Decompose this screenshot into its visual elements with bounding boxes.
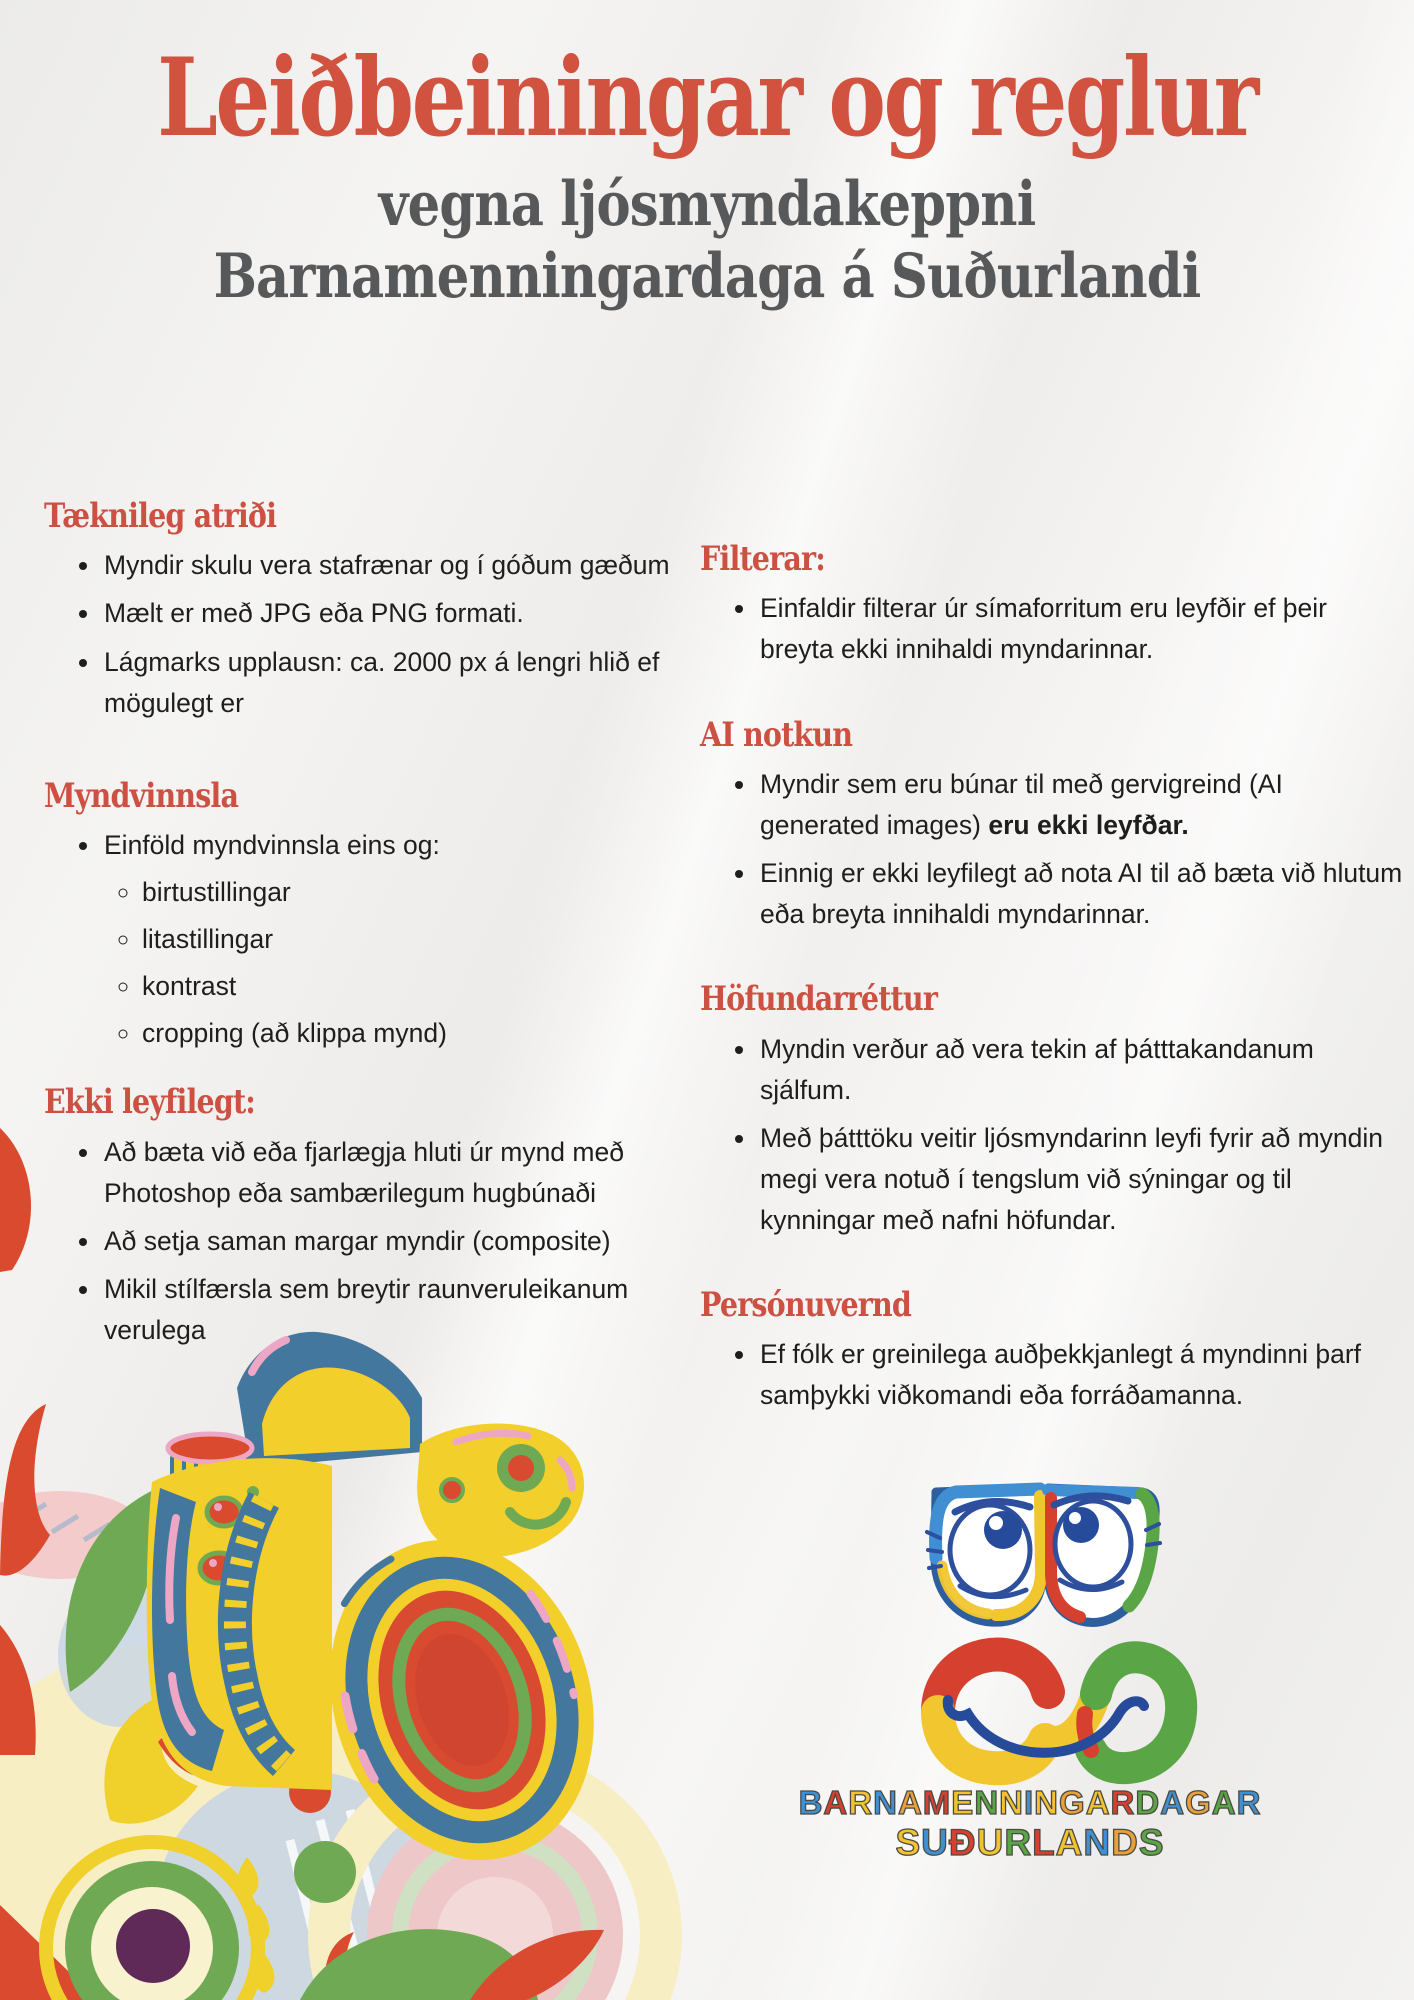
bullet-text: Myndir skulu vera stafrænar og í góðum gæðum: [104, 550, 670, 581]
logo-letter: U: [976, 1821, 1005, 1863]
logo-letter: N: [999, 1784, 1024, 1821]
bullet-item: [102, 642, 694, 724]
logo-letter: E: [951, 1784, 975, 1821]
bullet-item: [102, 545, 694, 586]
logo-letter: N: [1083, 1821, 1112, 1863]
bullet-list: [700, 1029, 1406, 1241]
logo-letter: N: [1034, 1784, 1060, 1821]
sub-bullet-item: ◦ birtustillingar: [142, 872, 694, 913]
subtitle-line-1: vegna ljósmyndakeppni: [378, 169, 1036, 241]
bullet-text: Einfaldir filterar úr símaforritum eru leyfðir ef þeir breyta ekki innihaldi myndarinnar.: [760, 593, 1327, 665]
bullet-text: Myndir sem eru búnar til með gervigreind (AI generated images): [760, 768, 1283, 840]
logo-letter: S: [895, 1821, 922, 1863]
bullet-item: [758, 1118, 1406, 1241]
logo-letter: S: [1138, 1821, 1165, 1863]
bullet-item: [758, 764, 1406, 846]
section: [700, 541, 1406, 671]
sub-bullet-item: ◦ kontrast: [142, 966, 694, 1007]
section-heading: Persónuvernd: [700, 1284, 912, 1325]
bullet-text: Lágmarks upplausn: ca. 2000 px á lengri hlið ef mögulegt er: [104, 646, 660, 718]
logo-letter: B: [798, 1784, 824, 1821]
section: [700, 714, 1406, 936]
section: [700, 1284, 1406, 1417]
sub-bullet-list: [104, 872, 694, 1054]
logo-letter: R: [848, 1784, 874, 1821]
logo-letter: D: [1111, 1821, 1139, 1863]
logo-wordmark-line-2: [790, 1822, 1270, 1865]
section-heading: Myndvinnsla: [44, 775, 239, 816]
logo-letter: U: [921, 1821, 949, 1863]
section-heading: AI notkun: [700, 714, 853, 755]
bullet-text: Mikil stílfærsla sem breytir raunveruleikanum verulega: [104, 1273, 629, 1345]
bullet-text: Að setja saman margar myndir (composite): [104, 1225, 611, 1256]
bullet-item: [758, 1029, 1406, 1111]
logo-letter: A: [823, 1784, 849, 1821]
logo-letter: D: [1135, 1784, 1161, 1821]
bullet-list: [700, 1334, 1406, 1416]
right-column: [700, 541, 1406, 1462]
logo-letter: R: [1236, 1784, 1262, 1821]
section: [44, 498, 694, 724]
smile-ribbon-icon: [938, 1655, 1181, 1769]
bullet-text: Einnig er ekki leyfilegt að nota AI til að bæta við hlutum eða breyta innihaldi myndarinnar.: [760, 858, 1403, 930]
logo-letter: A: [1085, 1784, 1111, 1821]
bullet-item: [758, 588, 1406, 670]
page-title: Leiðbeiningar og reglur: [157, 35, 1257, 161]
bullet-text: Ef fólk er greinilega auðþekkjanlegt á myndinni þarf samþykki viðkomandi eða forráðamanna.: [760, 1339, 1362, 1411]
bullet-list: [44, 545, 694, 723]
sub-bullet-item: ◦ litastillingar: [142, 919, 694, 960]
bullet-text: Mælt er með JPG eða PNG formati.: [104, 598, 524, 629]
logo-letter: N: [974, 1784, 1000, 1821]
logo-letter: G: [1059, 1784, 1086, 1821]
bullet-item: [102, 593, 694, 634]
logo-wordmark-line-1: [790, 1784, 1270, 1822]
logo-letter: M: [922, 1784, 952, 1821]
bullet-list: [700, 588, 1406, 670]
bullet-text-bold: eru ekki leyfðar.: [988, 809, 1189, 840]
barnamenningardagar-logo: [790, 1448, 1270, 1864]
logo-letter: I: [1024, 1784, 1035, 1821]
logo-letter: A: [1211, 1784, 1237, 1821]
bullet-text: Einföld myndvinnsla eins og:: [104, 830, 440, 861]
section-heading: Tæknileg atriði: [44, 496, 277, 536]
section-heading: Ekki leyfilegt:: [44, 1082, 256, 1123]
logo-letter: R: [1004, 1821, 1033, 1863]
logo-letter: N: [873, 1784, 898, 1821]
header: [0, 35, 1414, 313]
smiling-glasses-face-icon: [790, 1448, 1270, 1800]
camera-illustration-icon: [0, 1120, 720, 2000]
bullet-list: [44, 825, 694, 1054]
bullet-item: [102, 825, 694, 1054]
logo-letter: A: [1160, 1784, 1186, 1821]
logo-letter: L: [1032, 1821, 1056, 1863]
section: [700, 981, 1406, 1241]
section-heading: Filterar:: [700, 539, 825, 579]
logo-wordmark: [790, 1784, 1270, 1864]
bullet-item: [758, 853, 1406, 935]
logo-letter: R: [1110, 1784, 1136, 1821]
bullet-text: Myndin verður að vera tekin af þátttakandanum sjálfum.: [760, 1033, 1314, 1105]
page-subtitle: [113, 169, 1301, 313]
section: [44, 775, 694, 1055]
logo-letter: G: [1185, 1784, 1212, 1821]
logo-letter: A: [1055, 1821, 1084, 1863]
section-heading: Höfundarréttur: [700, 979, 938, 1020]
bullet-text: Að bæta við eða fjarlægja hluti úr mynd með Photoshop eða sambærilegum hugbúnaði: [104, 1136, 624, 1208]
logo-letter: A: [897, 1784, 923, 1821]
glasses-icon: [927, 1488, 1160, 1622]
bullet-item: [758, 1334, 1406, 1416]
sub-bullet-item: ◦ cropping (að klippa mynd): [142, 1013, 694, 1054]
subtitle-line-2: Barnamenningardaga á Suðurlandi: [213, 241, 1201, 313]
bullet-list: [700, 764, 1406, 935]
logo-letter: Ð: [948, 1821, 977, 1863]
bullet-text: Með þátttöku veitir ljósmyndarinn leyfi fyrir að myndin megi vera notuð í tengslum við sýningar og til kynningar með nafni höfundar.: [760, 1122, 1383, 1235]
